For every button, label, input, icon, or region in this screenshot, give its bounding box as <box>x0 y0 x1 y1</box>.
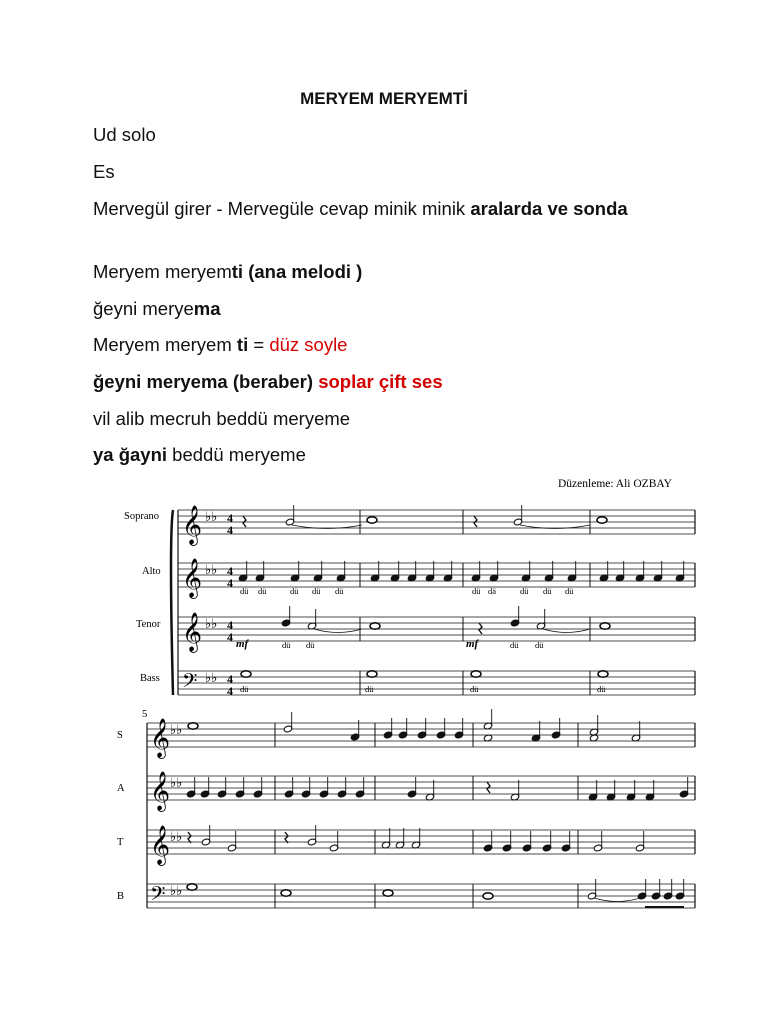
lyric: dü <box>510 640 519 650</box>
label-alto: Alto <box>142 566 161 577</box>
sheet-music <box>0 470 768 920</box>
line-geyni-1 <box>93 295 653 322</box>
rest <box>474 516 477 527</box>
whole-note <box>483 893 493 899</box>
time-signature: 4 <box>227 618 233 632</box>
key-signature: ♭♭ <box>205 670 218 685</box>
label-bass: Bass <box>140 673 160 684</box>
time-signature: 4 <box>227 684 233 698</box>
whole-note <box>370 623 380 629</box>
rest <box>479 623 482 634</box>
dynamic-mf-1: mf <box>236 638 249 650</box>
dynamic-mf-2: mf <box>466 638 479 650</box>
document-title: MERYEM MERYEMTİ <box>300 89 468 108</box>
line-geyni-1-text: ğeyni merye <box>93 298 194 319</box>
label-b: B <box>117 891 125 902</box>
whole-note <box>471 671 481 677</box>
line-meryem-2-eq: = <box>248 334 270 355</box>
line-meryem-2-bold: ti <box>236 334 249 355</box>
lyric: dü <box>335 586 344 596</box>
lyric: dä <box>488 586 497 596</box>
label-s: S <box>117 730 123 741</box>
line-geyni-2 <box>93 368 653 395</box>
line-mervegul-bold: aralarda ve sonda <box>470 198 628 219</box>
lyric: dü <box>597 684 606 694</box>
lyric: dü <box>543 586 552 596</box>
treble-clef: 𝄞 <box>150 720 171 757</box>
whole-note <box>383 890 393 896</box>
bass-clef: 𝄢 <box>150 884 166 910</box>
time-signature: 4 <box>227 672 233 686</box>
treble-clef: 𝄞 <box>150 827 171 864</box>
key-signature: ♭♭ <box>205 562 218 577</box>
treble-clef: 𝄞 <box>182 560 203 597</box>
label-tenor: Tenor <box>136 619 161 630</box>
tie <box>314 629 362 633</box>
key-signature: ♭♭ <box>170 722 183 737</box>
time-signature: 4 <box>227 630 233 644</box>
line-meryem-2-red: düz soyle <box>269 334 348 355</box>
key-signature: ♭♭ <box>170 883 183 898</box>
tie <box>543 629 590 633</box>
line-mervegul <box>93 195 653 222</box>
lyric: dü <box>240 684 249 694</box>
line-ya-gayni <box>93 441 653 468</box>
lyric: dü <box>470 684 479 694</box>
lyric: dü <box>520 586 529 596</box>
time-signature: 4 <box>227 576 233 590</box>
whole-note <box>598 671 608 677</box>
line-meryem-1 <box>93 258 653 285</box>
line-es: Es <box>93 161 115 182</box>
rest <box>188 832 191 843</box>
notation-layer <box>147 505 695 910</box>
key-signature: ♭♭ <box>205 616 218 631</box>
tenor-lyrics <box>282 640 544 650</box>
line-geyni-2-text: ğeyni meryema (beraber) <box>93 371 319 392</box>
whole-note <box>281 890 291 896</box>
time-signature: 4 <box>227 511 233 525</box>
lyric: dü <box>565 586 574 596</box>
label-soprano: Soprano <box>124 511 159 522</box>
whole-note <box>597 517 607 523</box>
whole-note <box>367 671 377 677</box>
line-ya-gayni-bold: ya ğayni <box>93 444 168 465</box>
whole-note <box>367 517 377 523</box>
measure-number: 5 <box>142 709 148 720</box>
whole-note <box>600 623 610 629</box>
treble-clef: 𝄞 <box>182 507 203 544</box>
lyric: dü <box>258 586 267 596</box>
line-meryem-1-bold: ti (ana melodi ) <box>231 261 363 282</box>
line-meryem-2-text: Meryem meryem <box>93 334 237 355</box>
key-signature: ♭♭ <box>170 829 183 844</box>
whole-note <box>188 723 198 729</box>
line-mervegul-text: Mervegül girer - Mervegüle cevap minik minik <box>93 198 471 219</box>
line-geyni-2-red: soplar çift ses <box>318 371 443 392</box>
system-brace <box>171 510 173 695</box>
lyric: dü <box>535 640 544 650</box>
line-vil-alib: vil alib mecruh beddü meryeme <box>93 408 351 429</box>
lyric: dü <box>306 640 315 650</box>
lyric: dü <box>282 640 291 650</box>
lyric: dü <box>472 586 481 596</box>
line-meryem-1-text: Meryem meryem <box>93 261 232 282</box>
time-signature: 4 <box>227 523 233 537</box>
lyric: dü <box>365 684 374 694</box>
rest <box>285 832 288 843</box>
label-t: T <box>117 837 124 848</box>
line-ya-gayni-text: beddü meryeme <box>167 444 306 465</box>
whole-note <box>187 884 197 890</box>
line-meryem-2 <box>93 331 653 358</box>
tie <box>594 898 640 902</box>
line-ud-solo: Ud solo <box>93 124 156 145</box>
key-signature: ♭♭ <box>205 509 218 524</box>
key-signature: ♭♭ <box>170 775 183 790</box>
line-geyni-1-bold: ma <box>193 298 221 319</box>
lyric: dü <box>312 586 321 596</box>
time-signature: 4 <box>227 564 233 578</box>
lyric: dü <box>290 586 299 596</box>
rest <box>487 782 490 793</box>
treble-clef: 𝄞 <box>150 773 171 810</box>
arrangement-credit: Düzenleme: Ali OZBAY <box>558 478 672 490</box>
lyric: dü <box>240 586 249 596</box>
whole-note <box>241 671 251 677</box>
bass-clef: 𝄢 <box>182 671 198 697</box>
treble-clef: 𝄞 <box>182 614 203 651</box>
alto-lyrics <box>240 586 574 596</box>
label-a: A <box>117 783 125 794</box>
rest <box>243 516 246 527</box>
